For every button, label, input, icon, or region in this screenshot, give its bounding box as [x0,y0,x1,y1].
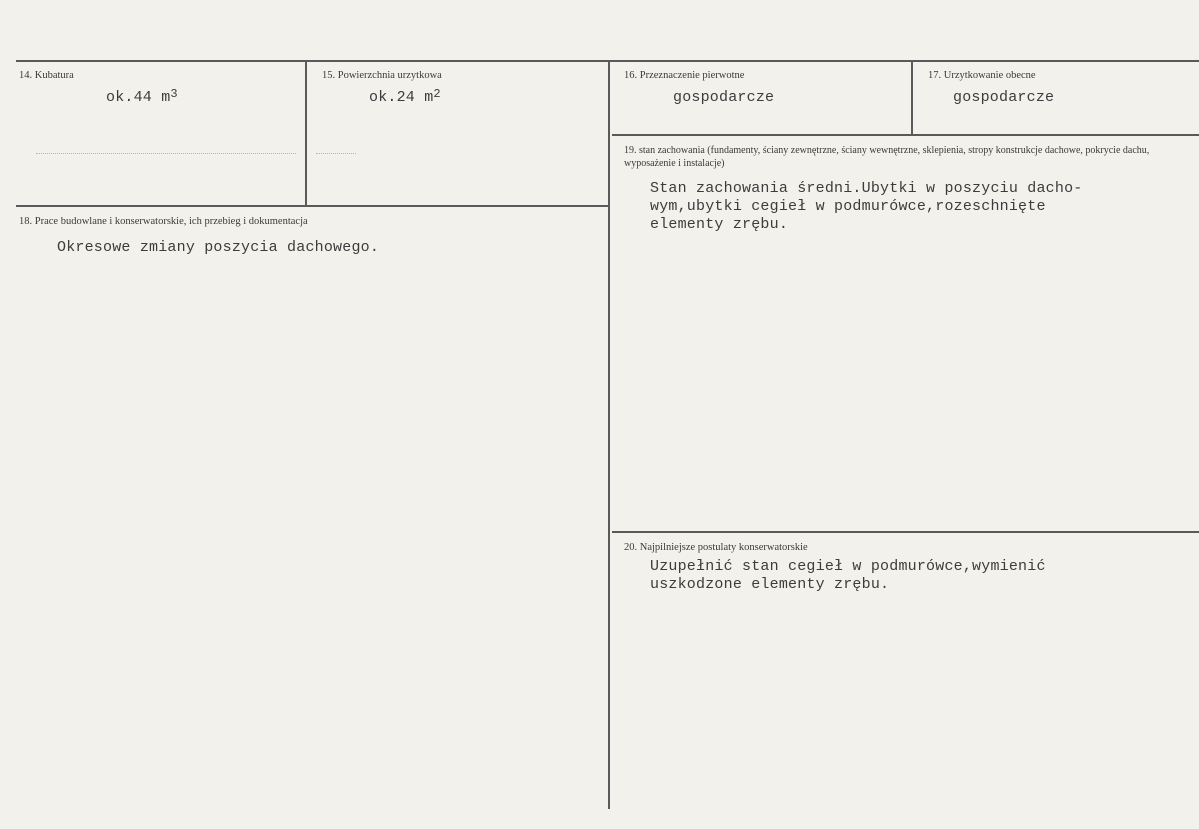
field-14-label: 14. Kubatura [19,70,74,81]
row-divider-right-lower [612,531,1199,533]
field-18-value: Okresowe zmiany poszycia dachowego. [57,239,380,256]
field-19-line-1: Stan zachowania średni.Ubytki w poszyciu dacho- [650,180,1083,197]
field-17-label: 17. Urzytkowanie obecne [928,70,1036,81]
field-19-line-3: elementy zrębu. [650,216,789,233]
col-divider-14-15 [305,60,307,206]
field-14-number: ok.44 m [106,89,171,106]
field-16-label: 16. Przeznaczenie pierwotne [624,70,745,81]
field-20-label: 20. Najpilniejsze postulaty konserwatorskie [624,542,808,553]
field-16-value: gospodarcze [673,89,775,106]
field-15-unit-exponent: 2 [433,87,441,101]
guide-line [316,153,356,154]
guide-line [36,153,296,154]
field-19-label: 19. stan zachowania (fundamenty, ściany zewnętrzne, ściany wewnętrzne, sklepienia, stropy konstrukcje dachowe, pokrycie dachu, wyposażenie i instalacje) [624,145,1150,169]
row-divider-left [16,205,610,207]
field-15-value [369,87,441,106]
row-divider-right-upper [612,134,1199,136]
field-15-label: 15. Powierzchnia urzytkowa [322,70,442,81]
field-19-line-2: wym,ubytki cegieł w podmurówce,rozeschnięte [650,198,1046,215]
col-divider-16-17 [911,60,913,135]
col-divider-center [608,60,610,809]
field-17-value: gospodarcze [953,89,1055,106]
field-15-number: ok.24 m [369,89,434,106]
field-20-line-2: uszkodzone elementy zrębu. [650,576,890,593]
field-20-line-1: Uzupełnić stan cegieł w podmurówce,wymienić [650,558,1046,575]
field-18-label: 18. Prace budowlane i konserwatorskie, ich przebieg i dokumentacja [19,216,308,227]
field-14-value [106,87,178,106]
field-14-unit-exponent: 3 [170,87,178,101]
